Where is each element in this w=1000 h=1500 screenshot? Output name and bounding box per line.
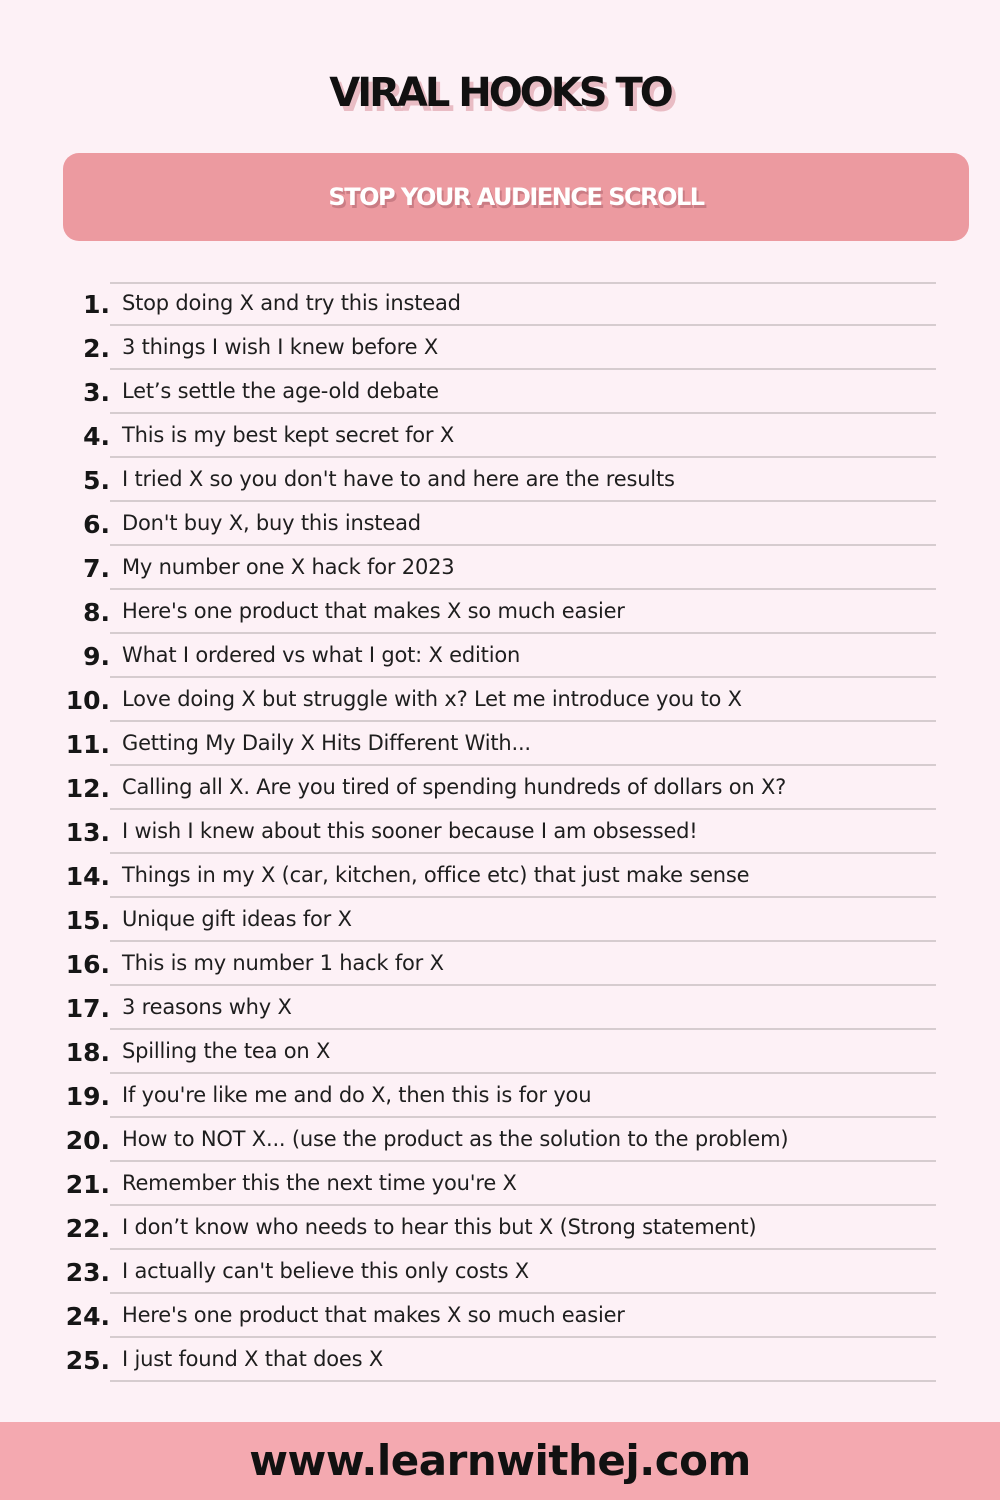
- list-item-rule: [110, 676, 936, 678]
- list-item: [0, 1120, 1000, 1164]
- list-item: [0, 1340, 1000, 1384]
- list-item-number: 14.: [65, 862, 110, 891]
- list-item: [0, 1032, 1000, 1076]
- list-item-rule: [110, 1204, 936, 1206]
- list-item-text: Calling all X. Are you tired of spending hundreds of dollars on X?: [122, 775, 787, 799]
- list-item-rule: [110, 852, 936, 854]
- list-item-text: This is my number 1 hack for X: [122, 951, 444, 975]
- list-item: [0, 504, 1000, 548]
- list-item: [0, 460, 1000, 504]
- list-item-number: 1.: [83, 290, 110, 319]
- list-item-number: 11.: [65, 730, 110, 759]
- list-item-text: I actually can't believe this only costs X: [122, 1259, 529, 1283]
- list-item-text: How to NOT X... (use the product as the solution to the problem): [122, 1127, 789, 1151]
- list-item-text: Love doing X but struggle with x? Let me introduce you to X: [122, 687, 742, 711]
- list-item-number: 17.: [65, 994, 110, 1023]
- list-item-text: Here's one product that makes X so much easier: [122, 599, 625, 623]
- list-item: [0, 724, 1000, 768]
- list-item-text: Spilling the tea on X: [122, 1039, 331, 1063]
- list-item-rule: [110, 588, 936, 590]
- list-item-number: 9.: [83, 642, 110, 671]
- list-item-rule: [110, 764, 936, 766]
- list-item-rule: [110, 940, 936, 942]
- list-item-text: I tried X so you don't have to and here are the results: [122, 467, 675, 491]
- list-item-rule: [110, 368, 936, 370]
- list-item-rule: [110, 1336, 936, 1338]
- list-item-text: I just found X that does X: [122, 1347, 384, 1371]
- list-item: [0, 680, 1000, 724]
- list-item-number: 22.: [65, 1214, 110, 1243]
- list-item-number: 7.: [83, 554, 110, 583]
- list-item-number: 20.: [65, 1126, 110, 1155]
- list-item-number: 3.: [83, 378, 110, 407]
- page-title: VIRAL HOOKS TO: [329, 70, 671, 116]
- list-item-number: 21.: [65, 1170, 110, 1199]
- list-item: [0, 988, 1000, 1032]
- list-item-rule: [110, 500, 936, 502]
- list-item-text: What I ordered vs what I got: X edition: [122, 643, 521, 667]
- list-item-number: 18.: [65, 1038, 110, 1067]
- list-item: [0, 1208, 1000, 1252]
- list-item-number: 5.: [83, 466, 110, 495]
- list-item-text: My number one X hack for 2023: [122, 555, 455, 579]
- list-item: [0, 1076, 1000, 1120]
- list-item-number: 10.: [65, 686, 110, 715]
- list-item-rule: [110, 456, 936, 458]
- list-item-text: I wish I knew about this sooner because I am obsessed!: [122, 819, 698, 843]
- list-item-number: 19.: [65, 1082, 110, 1111]
- list-item-rule: [110, 1380, 936, 1382]
- list-item-rule: [110, 808, 936, 810]
- list-item-text: This is my best kept secret for X: [122, 423, 455, 447]
- list-item-number: 12.: [65, 774, 110, 803]
- list-item-number: 16.: [65, 950, 110, 979]
- list-item: [0, 636, 1000, 680]
- list-item: [0, 768, 1000, 812]
- list-item-rule: [110, 324, 936, 326]
- list-item-rule: [110, 1160, 936, 1162]
- list-item-rule: [110, 412, 936, 414]
- list-item: [0, 1252, 1000, 1296]
- list-item: [0, 1164, 1000, 1208]
- list-item: [0, 284, 1000, 328]
- list-item: [0, 372, 1000, 416]
- list-item-text: Getting My Daily X Hits Different With...: [122, 731, 531, 755]
- footer-url[interactable]: www.learnwithej.com: [249, 1436, 751, 1485]
- list-item-text: 3 things I wish I knew before X: [122, 335, 439, 359]
- list-item-rule: [110, 544, 936, 546]
- footer-bar: [0, 1422, 1000, 1500]
- list-item-rule: [110, 1028, 936, 1030]
- list-item: [0, 856, 1000, 900]
- list-item: [0, 900, 1000, 944]
- list-item-rule: [110, 1116, 936, 1118]
- list-item: [0, 416, 1000, 460]
- list-item-text: If you're like me and do X, then this is for you: [122, 1083, 592, 1107]
- list-item-number: 4.: [83, 422, 110, 451]
- list-item: [0, 328, 1000, 372]
- list-item: [0, 592, 1000, 636]
- list-item-rule: [110, 1072, 936, 1074]
- list-item: [0, 1296, 1000, 1340]
- list-item-number: 25.: [65, 1346, 110, 1375]
- list-item-number: 23.: [65, 1258, 110, 1287]
- list-item-rule: [110, 984, 936, 986]
- list-item: [0, 944, 1000, 988]
- list-item-rule: [110, 720, 936, 722]
- list-item-text: Unique gift ideas for X: [122, 907, 352, 931]
- list-item-number: 24.: [65, 1302, 110, 1331]
- list-item-number: 2.: [83, 334, 110, 363]
- subtitle-banner-text: STOP YOUR AUDIENCE SCROLL: [328, 183, 704, 211]
- list-item-rule: [110, 1248, 936, 1250]
- list-item-rule: [110, 1292, 936, 1294]
- list-item-text: Stop doing X and try this instead: [122, 291, 461, 315]
- list-item-rule: [110, 632, 936, 634]
- list-item-text: Don't buy X, buy this instead: [122, 511, 421, 535]
- list-item-text: Things in my X (car, kitchen, office etc) that just make sense: [122, 863, 750, 887]
- list-item-number: 8.: [83, 598, 110, 627]
- list-item-rule: [110, 896, 936, 898]
- list-item-number: 6.: [83, 510, 110, 539]
- list-item-text: 3 reasons why X: [122, 995, 292, 1019]
- list-item-text: Here's one product that makes X so much easier: [122, 1303, 625, 1327]
- list-item-text: I don’t know who needs to hear this but X (Strong statement): [122, 1215, 757, 1239]
- list-item-number: 15.: [65, 906, 110, 935]
- list-item-text: Remember this the next time you're X: [122, 1171, 517, 1195]
- list-item: [0, 812, 1000, 856]
- list-item-number: 13.: [65, 818, 110, 847]
- list-item: [0, 548, 1000, 592]
- list-item-text: Let’s settle the age-old debate: [122, 379, 439, 403]
